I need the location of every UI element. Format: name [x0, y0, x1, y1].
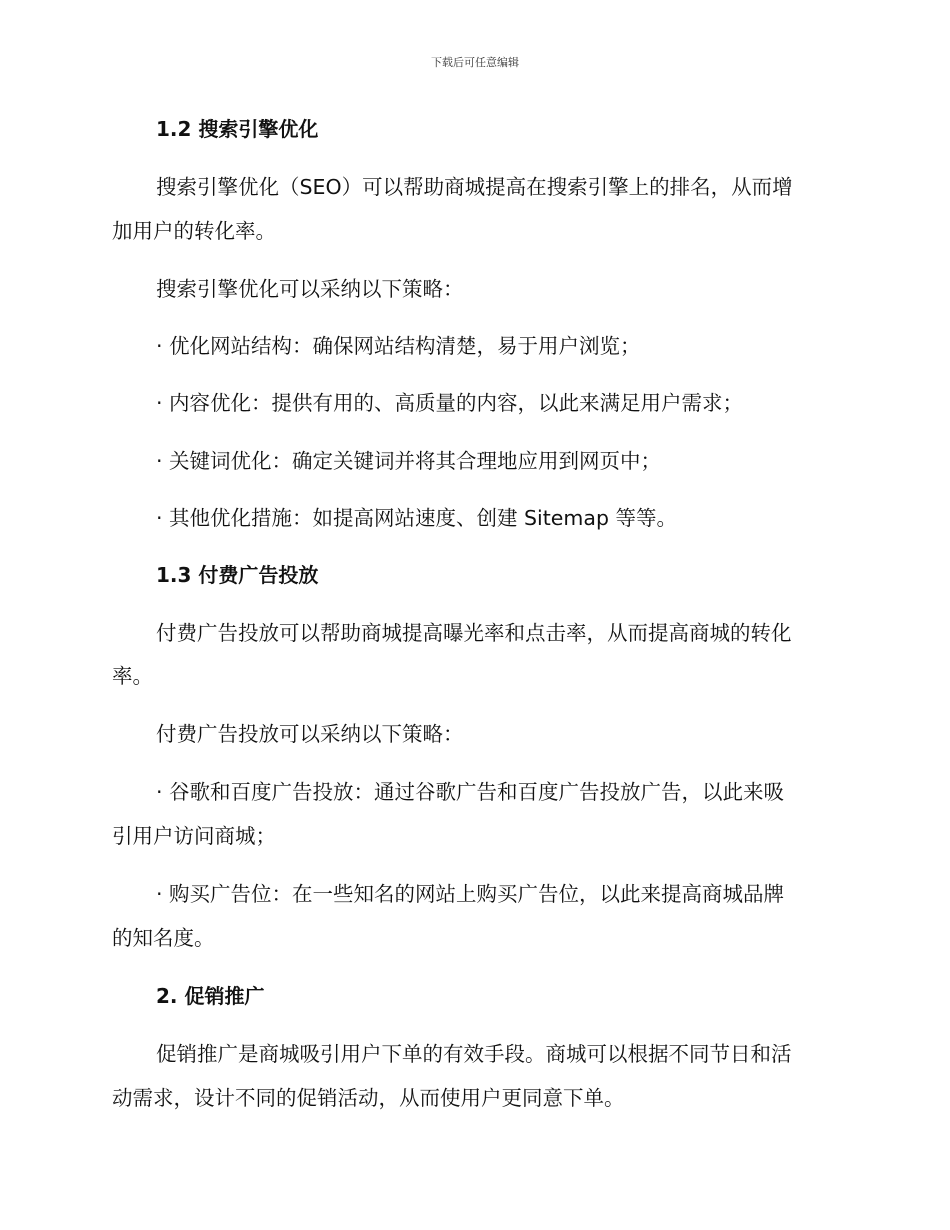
list-item: · 其他优化措施：如提高网站速度、创建 Sitemap 等等。: [156, 506, 677, 530]
paragraph-line: 率。: [112, 664, 153, 688]
paragraph-line: 付费广告投放可以帮助商城提高曝光率和点击率，从而提高商城的转化: [156, 621, 792, 645]
list-item: · 购买广告位：在一些知名的网站上购买广告位，以此来提高商城品牌: [156, 882, 785, 906]
section-heading-1-3: 1.3 付费广告投放: [156, 563, 319, 587]
list-item: · 关键词优化：确定关键词并将其合理地应用到网页中；: [156, 449, 662, 473]
list-item: · 内容优化：提供有用的、高质量的内容，以此来满足用户需求；: [156, 391, 744, 415]
paragraph-line: 搜索引擎优化可以采纳以下策略：: [156, 277, 464, 301]
list-item-continuation: 引用户访问商城；: [112, 824, 276, 848]
list-item-continuation: 的知名度。: [112, 926, 215, 950]
list-item: · 谷歌和百度广告投放：通过谷歌广告和百度广告投放广告，以此来吸: [156, 780, 785, 804]
paragraph-line: 动需求，设计不同的促销活动，从而使用户更同意下单。: [112, 1086, 625, 1110]
section-heading-1-2: 1.2 搜索引擎优化: [156, 117, 319, 141]
list-item: · 优化网站结构：确保网站结构清楚，易于用户浏览；: [156, 334, 641, 358]
paragraph-line: 加用户的转化率。: [112, 219, 276, 243]
paragraph-line: 促销推广是商城吸引用户下单的有效手段。商城可以根据不同节日和活: [156, 1042, 792, 1066]
paragraph-line: 搜索引擎优化（SEO）可以帮助商城提高在搜索引擎上的排名，从而增: [156, 175, 793, 199]
paragraph-line: 付费广告投放可以采纳以下策略：: [156, 722, 464, 746]
page-header: 下载后可任意编辑: [431, 56, 519, 69]
section-heading-2: 2. 促销推广: [156, 984, 265, 1008]
